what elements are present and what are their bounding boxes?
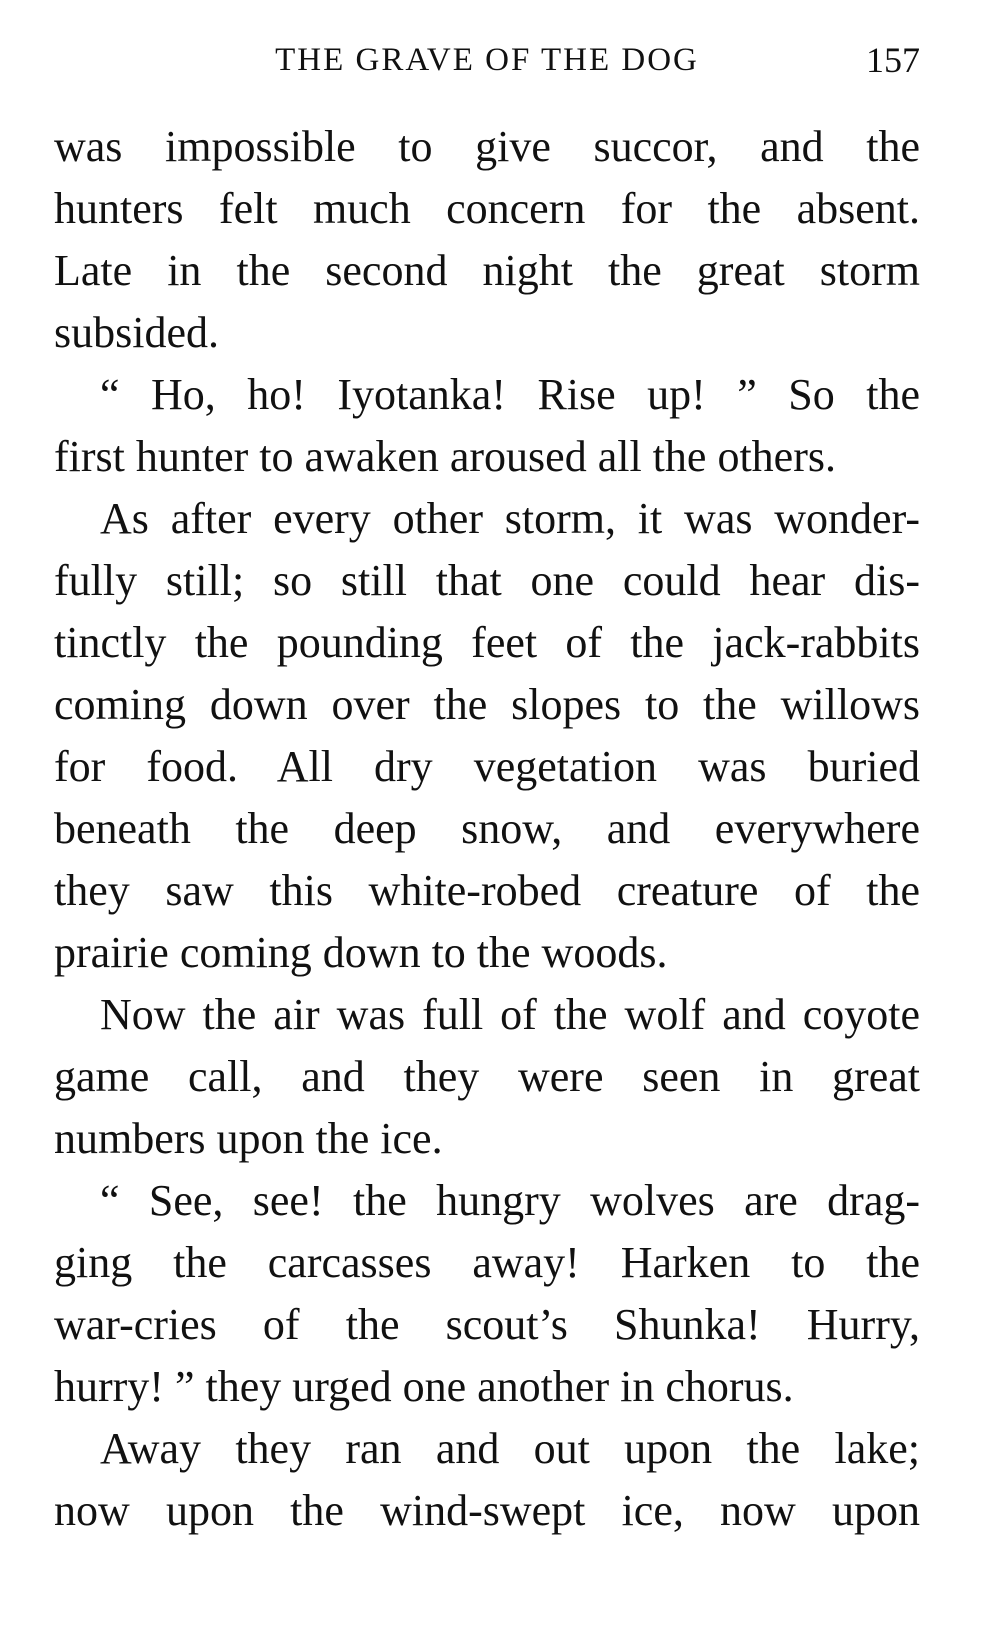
body-text	[54, 116, 920, 1542]
text-line: beneath the deep snow, and everywhere	[54, 804, 920, 853]
text-line: As after every other storm, it was wonder-	[100, 494, 920, 543]
running-head	[54, 40, 920, 80]
text-line: coming down over the slopes to the willows	[54, 680, 920, 729]
text-line: hunters felt much concern for the absent.	[54, 184, 920, 233]
text-line: Away they ran and out upon the lake;	[100, 1424, 920, 1473]
text-line: fully still; so still that one could hear dis-	[54, 556, 920, 605]
text-line: hurry! ” they urged one another in chorus.	[54, 1362, 794, 1411]
text-line: now upon the wind-swept ice, now upon	[54, 1486, 920, 1535]
page-number: 157	[866, 40, 920, 80]
text-line: Now the air was full of the wolf and coyote	[100, 990, 920, 1039]
text-line: Late in the second night the great storm	[54, 246, 920, 295]
text-line: they saw this white-robed creature of the	[54, 866, 920, 915]
text-line: game call, and they were seen in great	[54, 1052, 920, 1101]
chapter-title: THE GRAVE OF THE DOG	[275, 42, 699, 78]
text-line: for food. All dry vegetation was buried	[54, 742, 920, 791]
text-line: first hunter to awaken aroused all the others.	[54, 432, 836, 481]
text-line: numbers upon the ice.	[54, 1114, 443, 1163]
text-line: war-cries of the scout’s Shunka! Hurry,	[54, 1300, 920, 1349]
text-line: subsided.	[54, 308, 219, 357]
text-line: “ See, see! the hungry wolves are drag-	[100, 1176, 920, 1225]
text-line: tinctly the pounding feet of the jack-rabbits	[54, 618, 920, 667]
text-line: was impossible to give succor, and the	[54, 122, 920, 171]
text-line: prairie coming down to the woods.	[54, 928, 668, 977]
text-line: ging the carcasses away! Harken to the	[54, 1238, 920, 1287]
text-line: “ Ho, ho! Iyotanka! Rise up! ” So the	[100, 370, 920, 419]
